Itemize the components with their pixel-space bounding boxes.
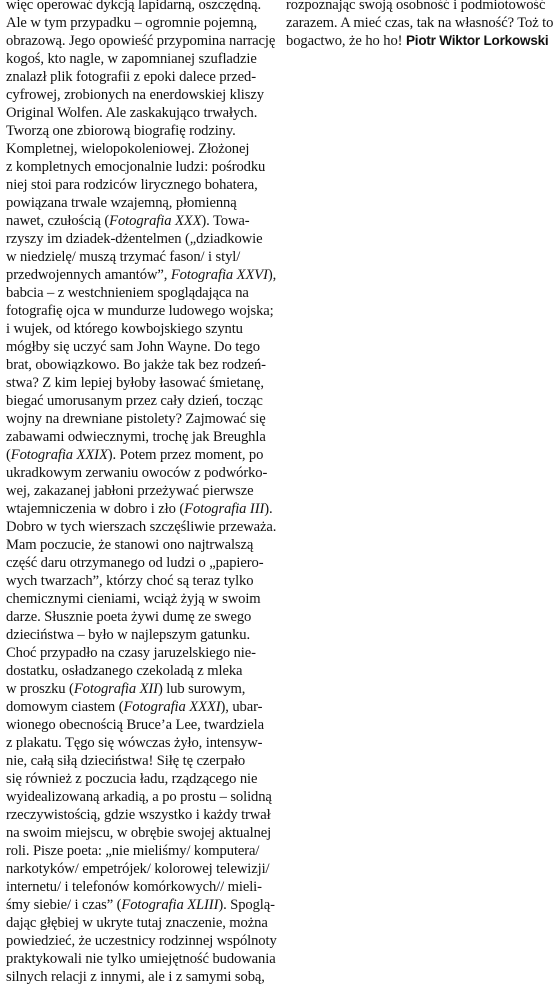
text-line xyxy=(6,482,272,500)
text-line xyxy=(6,302,272,320)
text-line xyxy=(6,608,272,626)
text-segment: domowym ciastem ( xyxy=(6,699,124,715)
text-line xyxy=(6,572,272,590)
text-line xyxy=(6,716,272,734)
text-line xyxy=(6,374,272,392)
text-segment: silnych relacji z innymi, ale i z samymi sobą, xyxy=(6,969,265,985)
text-line xyxy=(6,230,272,248)
text-segment: Tworzą one zbiorową biografię rodziny. xyxy=(6,123,236,139)
text-segment: przedwojennych amantów”, xyxy=(6,267,171,283)
text-segment: rozpoznając swoją osobność i podmiotowość xyxy=(286,0,546,13)
text-line xyxy=(6,32,276,50)
text-segment: ). xyxy=(264,501,273,517)
text-segment: roli. Pisze poeta: „nie mieliśmy/ komputera/ xyxy=(6,843,260,859)
text-segment: dostatku, osładzanego czekoladą z mleka xyxy=(6,663,243,679)
text-line xyxy=(6,842,272,860)
text-segment: ukradkowym zerwaniu owoców z podwórko- xyxy=(6,465,268,481)
text-line xyxy=(6,356,272,374)
text-line xyxy=(286,32,549,50)
text-segment: ). Potem przez moment, po xyxy=(107,447,264,463)
text-segment: w niedzielę/ muszą trzymać fason/ i styl/ xyxy=(6,249,241,265)
text-segment: rzyszy im dziadek-dżentelmen („dziadkowie xyxy=(6,231,263,247)
author-signature: Piotr Wiktor Lorkowski xyxy=(405,33,549,48)
text-line xyxy=(6,194,272,212)
poem-title-reference: Fotografia III xyxy=(184,501,265,517)
text-segment: nawet, czułością ( xyxy=(6,213,110,229)
text-line xyxy=(6,554,272,572)
poem-title-reference: Fotografia XLIII xyxy=(121,897,219,913)
text-line xyxy=(6,446,272,464)
text-segment: na swoim miejscu, w obrębie swojej aktualnej xyxy=(6,825,272,841)
text-line xyxy=(6,68,272,86)
text-line xyxy=(6,14,272,32)
text-segment: niej stoi para rodziców lirycznego bohatera, xyxy=(6,177,258,193)
text-segment: nie, całą siłą dzieciństwa! Siłę tę czerpało xyxy=(6,753,246,769)
text-segment: bogactwo, że ho ho! xyxy=(286,33,406,49)
text-segment: w proszku ( xyxy=(6,681,74,697)
text-segment: zarazem. A mieć czas, tak na własność? Toż to xyxy=(286,15,553,31)
text-line xyxy=(6,104,272,122)
text-segment: Dobro w tych wierszach szczęśliwie przeważa. xyxy=(6,519,277,535)
text-segment: dzieciństwa – było w najlepszym gatunku. xyxy=(6,627,251,643)
text-segment: wtajemniczenia w dobro i zło ( xyxy=(6,501,185,517)
text-segment: dając głębiej w ukryte tutaj znaczenie, można xyxy=(6,915,268,931)
text-line xyxy=(6,428,272,446)
text-segment: babcia – z westchnieniem spoglądająca na xyxy=(6,285,249,301)
poem-title-reference: Fotografia XXX xyxy=(109,213,202,229)
text-line xyxy=(286,0,544,14)
text-line xyxy=(6,410,272,428)
text-line xyxy=(6,590,272,608)
text-segment: wojny na drewniane pistolety? Zajmować się xyxy=(6,411,266,427)
poem-title-reference: Fotografia XXIX xyxy=(10,447,108,463)
text-segment: rzeczywistością, gdzie wszystko i każdy trwał xyxy=(6,807,271,823)
text-segment: wionego obecnością Bruce’a Lee, twardziela xyxy=(6,717,264,733)
text-line xyxy=(6,896,275,914)
text-column-right xyxy=(286,0,553,50)
text-segment: się również z poczucia ładu, rządzącego nie xyxy=(6,771,258,787)
text-segment: biegać umorusanym przez cały dzień, tocząc xyxy=(6,393,263,409)
text-segment: kogoś, kto nagle, w zapomnianej szufladzie xyxy=(6,51,257,67)
text-segment: znalazł plik fotografii z epoki dalece przed- xyxy=(6,69,256,85)
text-segment: fotografię ojca w mundurze ludowego wojska; xyxy=(6,303,274,319)
text-segment: Original Wolfen. Ale zaskakująco trwałych. xyxy=(6,105,258,121)
text-line xyxy=(6,914,272,932)
text-segment: internetu/ i telefonów komórkowych// mieli- xyxy=(6,879,262,895)
text-segment: Mam poczucie, że stanowi ono najtrwalszą xyxy=(6,537,254,553)
text-segment: mógłby się uczyć sam John Wayne. Do tego xyxy=(6,339,260,355)
text-line xyxy=(6,680,272,698)
text-segment: powiedzieć, że uczestnicy rodzinnej wspólnoty xyxy=(6,933,277,949)
text-line xyxy=(6,536,272,554)
text-segment: wych twarzach”, którzy choć są teraz tylko xyxy=(6,573,254,589)
text-line xyxy=(6,698,272,716)
text-segment: z plakatu. Tęgo się wówczas żyło, intensyw- xyxy=(6,735,263,751)
text-line xyxy=(6,464,272,482)
text-segment: ) lub surowym, xyxy=(157,681,246,697)
text-line xyxy=(6,644,272,662)
text-segment: narkotyków/ empetrójek/ kolorowej telewizji/ xyxy=(6,861,270,877)
text-segment: praktykowali nie tylko umiejętność budowania xyxy=(6,951,276,967)
text-line xyxy=(6,0,272,14)
text-line xyxy=(6,950,276,968)
text-segment: darze. Słusznie poeta żywi dumę ze swego xyxy=(6,609,252,625)
text-segment: Ale w tym przypadku – ogromnie pojemną, xyxy=(6,15,258,31)
text-line xyxy=(6,212,272,230)
text-line xyxy=(6,770,272,788)
text-line xyxy=(6,320,272,338)
text-segment: z kompletnych emocjonalnie ludzi: pośrodku xyxy=(6,159,266,175)
text-line xyxy=(6,824,272,842)
text-line xyxy=(6,338,272,356)
text-line xyxy=(6,752,272,770)
text-segment: powiązana trwale wzajemną, płomienną xyxy=(6,195,237,211)
text-line xyxy=(286,14,553,32)
text-line xyxy=(6,860,272,878)
text-segment: Choć przypadło na czasy jaruzelskiego nie- xyxy=(6,645,256,661)
text-line xyxy=(6,500,272,518)
text-line xyxy=(6,86,272,104)
text-line xyxy=(6,968,272,986)
text-segment: ). Towa- xyxy=(201,213,250,229)
poem-title-reference: Fotografia XXVI xyxy=(170,267,268,283)
text-line xyxy=(6,806,272,824)
text-segment: stwa? Z kim lepiej byłoby łasować śmietanę, xyxy=(6,375,264,391)
text-line xyxy=(6,662,272,680)
text-segment: ), xyxy=(267,267,277,283)
poem-title-reference: Fotografia XXXI xyxy=(123,699,221,715)
text-line xyxy=(6,392,272,410)
text-line xyxy=(6,734,272,752)
text-segment: Kompletnej, wielopokoleniowej. Złożonej xyxy=(6,141,250,157)
text-line xyxy=(6,140,272,158)
text-segment: i wujek, od którego kowbojskiego szyntu xyxy=(6,321,243,337)
text-line xyxy=(6,158,272,176)
text-line xyxy=(6,266,277,284)
text-segment: ). Spoglą- xyxy=(218,897,275,913)
text-line xyxy=(6,626,272,644)
text-segment: cyfrowej, zrobionych na enerdowskiej kliszy xyxy=(6,87,264,103)
text-segment: obrazową. Jego opowieść przypomina narrację xyxy=(6,33,276,49)
text-column-left xyxy=(6,0,277,986)
text-line xyxy=(6,932,277,950)
text-segment: wyidealizowaną arkadią, a po prostu – solidną xyxy=(6,789,272,805)
text-segment: wej, zakazanej jabłoni przeżywać pierwsze xyxy=(6,483,254,499)
text-line xyxy=(6,50,272,68)
text-line xyxy=(6,176,272,194)
text-segment: część daru otrzymanego od ludzi o „papiero- xyxy=(6,555,264,571)
text-segment: brat, obowiązkowo. Bo jakże tak bez rodzeń- xyxy=(6,357,266,373)
text-line xyxy=(6,122,272,140)
text-line xyxy=(6,248,272,266)
text-segment: ( xyxy=(6,447,11,463)
text-line xyxy=(6,788,272,806)
text-segment: zabawami odwiecznymi, trochę jak Breughla xyxy=(6,429,266,445)
text-line xyxy=(6,518,277,536)
text-segment: śmy siebie/ i czas” ( xyxy=(6,897,122,913)
text-segment: ), ubar- xyxy=(220,699,263,715)
text-line xyxy=(6,284,272,302)
text-line xyxy=(6,878,272,896)
text-segment: chemicznymi cieniami, wciąż żyją w swoim xyxy=(6,591,261,607)
poem-title-reference: Fotografia XII xyxy=(73,681,158,697)
text-segment: więc operować dykcją lapidarną, oszczędną. xyxy=(6,0,262,13)
